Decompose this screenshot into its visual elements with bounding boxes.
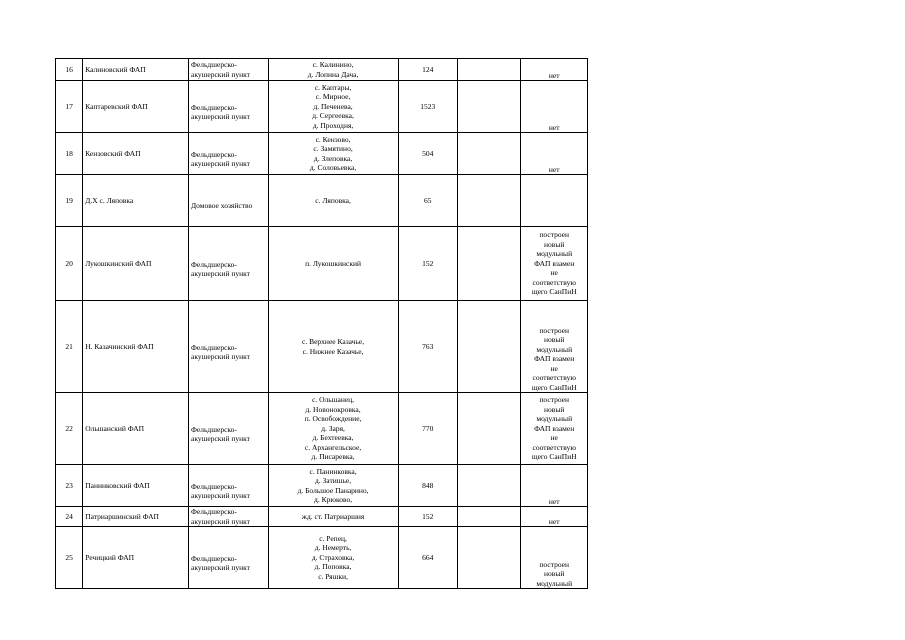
- note-line: нет: [548, 164, 560, 174]
- table-row: [56, 527, 588, 589]
- places-line: жд. ст. Патриаршия: [301, 511, 365, 521]
- note: [521, 465, 588, 507]
- table-row: [56, 81, 588, 133]
- type-line: Фельдшерско-: [190, 342, 237, 352]
- places-line: с. Ляповка,: [315, 195, 351, 205]
- empty-cell: [457, 301, 520, 393]
- facility-type: [188, 507, 268, 527]
- note-line: построен: [539, 395, 570, 405]
- facility-type-wrap: [191, 471, 266, 501]
- fap-table: [55, 58, 588, 589]
- note-line: модульный: [536, 578, 573, 588]
- settlements: [268, 81, 398, 133]
- note-line: построен: [539, 325, 570, 335]
- type-line: Фельдшерско-: [190, 553, 237, 563]
- places-line: д. Поповка,: [314, 562, 352, 572]
- facility-name: Каптаревский ФАП: [83, 81, 189, 133]
- places-line: с. Ольшанец,: [312, 395, 355, 405]
- note-line: ФАП взамен: [534, 423, 575, 433]
- facility-name: Ольшанский ФАП: [83, 393, 189, 465]
- places-line: д. Печенева,: [313, 101, 353, 111]
- places-line: п. Освобождение,: [304, 414, 362, 424]
- settlements: [268, 133, 398, 175]
- row-number: 21: [56, 301, 83, 393]
- empty-cell: [457, 59, 520, 81]
- facility-type: [188, 527, 268, 589]
- table-row: [56, 59, 588, 81]
- row-number: 25: [56, 527, 83, 589]
- note-line: соответствую: [532, 277, 576, 287]
- type-line: Домовое хозяйство: [190, 201, 253, 211]
- facility-type: [188, 133, 268, 175]
- facility-name: Кензовский ФАП: [83, 133, 189, 175]
- note-line: щего СанПиН: [531, 287, 577, 297]
- places-line: д. Лопина Дача,: [307, 69, 359, 79]
- note-line: щего СанПиН: [531, 452, 577, 462]
- note-line: соответствую: [532, 442, 576, 452]
- places-line: д. Соловьевка,: [309, 163, 357, 172]
- facility-type-wrap: [191, 249, 266, 279]
- places-line: с. Нижнее Казачье,: [302, 346, 364, 356]
- type-line: Фельдшерско-: [190, 149, 237, 159]
- places-line: с. Архангельское,: [304, 442, 362, 452]
- type-line: акушерский пункт: [190, 516, 250, 526]
- table-row: [56, 507, 588, 527]
- note: [521, 507, 588, 527]
- places-line: с. Панинковка,: [309, 466, 357, 476]
- table-row: [56, 465, 588, 507]
- row-number: 20: [56, 227, 83, 301]
- note-line: модульный: [536, 344, 573, 354]
- places-line: д. Крюково,: [314, 495, 353, 504]
- note: [521, 301, 588, 393]
- empty-cell: [457, 227, 520, 301]
- type-line: акушерский пункт: [190, 269, 250, 278]
- facility-type-wrap: [191, 507, 266, 526]
- population: 763: [398, 301, 457, 393]
- population: 848: [398, 465, 457, 507]
- type-line: акушерский пункт: [190, 69, 250, 79]
- note-line: нет: [548, 516, 560, 526]
- population: 504: [398, 133, 457, 175]
- places-line: д. Бехтеевка,: [312, 433, 354, 443]
- type-line: акушерский пункт: [190, 112, 250, 121]
- note-line: нет: [548, 496, 560, 506]
- note-line: новый: [544, 569, 565, 578]
- type-line: акушерский пункт: [190, 563, 250, 572]
- note-line: модульный: [536, 249, 573, 259]
- facility-type-wrap: [191, 190, 266, 211]
- places-line: д. Страховка,: [311, 552, 355, 562]
- settlements: [268, 175, 398, 227]
- type-line: акушерский пункт: [190, 159, 250, 168]
- note: [521, 175, 588, 227]
- settlements: [268, 465, 398, 507]
- empty-cell: [457, 393, 520, 465]
- note: [521, 81, 588, 133]
- settlements: [268, 527, 398, 589]
- type-line: Фельдшерско-: [190, 424, 237, 434]
- empty-cell: [457, 527, 520, 589]
- table-row: [56, 393, 588, 465]
- table-row: [56, 133, 588, 175]
- note-line: ФАП взамен: [534, 354, 575, 363]
- places-line: с. Замятино,: [313, 144, 353, 153]
- places-line: с. Мирное,: [315, 92, 351, 102]
- type-line: акушерский пункт: [190, 434, 250, 443]
- row-number: 22: [56, 393, 83, 465]
- places-line: д. Писаревка,: [311, 452, 355, 462]
- population: 770: [398, 393, 457, 465]
- type-line: акушерский пункт: [190, 491, 250, 500]
- note: [521, 227, 588, 301]
- row-number: 24: [56, 507, 83, 527]
- population: 152: [398, 227, 457, 301]
- note-line: модульный: [536, 414, 573, 424]
- population: 1523: [398, 81, 457, 133]
- note-line: соответствую: [532, 373, 576, 382]
- facility-name: Речицкий ФАП: [83, 527, 189, 589]
- places-line: с. Кензово,: [315, 134, 351, 144]
- type-line: Фельдшерско-: [190, 259, 237, 269]
- places-line: с. Каптары,: [314, 82, 352, 92]
- population: 124: [398, 59, 457, 81]
- table-row: [56, 301, 588, 393]
- note: [521, 59, 588, 81]
- note: [521, 133, 588, 175]
- facility-type: [188, 227, 268, 301]
- settlements: [268, 507, 398, 527]
- row-number: 17: [56, 81, 83, 133]
- empty-cell: [457, 507, 520, 527]
- places-line: д. Немерть,: [314, 543, 352, 553]
- type-line: Фельдшерско-: [190, 481, 237, 491]
- empty-cell: [457, 175, 520, 227]
- note-line: ФАП взамен: [534, 258, 575, 268]
- facility-type: [188, 465, 268, 507]
- facility-type: [188, 175, 268, 227]
- note-line: нет: [548, 122, 560, 132]
- note-line: построен: [539, 559, 570, 569]
- population: 664: [398, 527, 457, 589]
- facility-type-wrap: [191, 139, 266, 169]
- row-number: 19: [56, 175, 83, 227]
- table-viewport: [55, 58, 590, 588]
- facility-name: Калиновский ФАП: [83, 59, 189, 81]
- places-line: д. Заря,: [321, 423, 345, 433]
- facility-name: Лукошкинский ФАП: [83, 227, 189, 301]
- facility-type-wrap: [191, 414, 266, 444]
- type-line: акушерский пункт: [190, 352, 250, 361]
- note-line: новый: [544, 335, 565, 344]
- places-line: д. Новонокровка,: [305, 404, 361, 414]
- note-line: новый: [544, 404, 565, 414]
- note-line: построен: [539, 230, 570, 240]
- facility-type: [188, 59, 268, 81]
- table-row: [56, 175, 588, 227]
- population: 65: [398, 175, 457, 227]
- places-line: с. Калинино,: [312, 60, 354, 69]
- empty-cell: [457, 465, 520, 507]
- settlements: [268, 227, 398, 301]
- empty-cell: [457, 133, 520, 175]
- facility-type: [188, 393, 268, 465]
- facility-name: Патриаршинский ФАП: [83, 507, 189, 527]
- type-line: Фельдшерско-: [190, 507, 237, 516]
- facility-name: Панинковский ФАП: [83, 465, 189, 507]
- places-line: п. Лукошкинский: [305, 258, 361, 268]
- places-line: д. Проходня,: [312, 120, 354, 130]
- population: 152: [398, 507, 457, 527]
- facility-type-wrap: [191, 92, 266, 122]
- note-line: не: [550, 433, 558, 443]
- facility-type: [188, 81, 268, 133]
- places-line: с. Репец,: [319, 533, 347, 543]
- note: [521, 393, 588, 465]
- note: [521, 527, 588, 589]
- note-line: новый: [544, 239, 565, 249]
- row-number: 16: [56, 59, 83, 81]
- empty-cell: [457, 81, 520, 133]
- facility-type: [188, 301, 268, 393]
- places-line: с. Верхнее Казачье,: [302, 337, 365, 346]
- places-line: д. Злеповка,: [313, 153, 353, 163]
- places-line: с. Ряшки,: [318, 571, 348, 581]
- note-line: нет: [548, 70, 560, 80]
- facility-type-wrap: [191, 543, 266, 573]
- note-line: не: [550, 363, 558, 373]
- places-line: д. Затишье,: [314, 476, 352, 485]
- note-line: щего СанПиН: [531, 382, 577, 392]
- facility-name: Н. Казачинский ФАП: [83, 301, 189, 393]
- places-line: д. Сергеевка,: [312, 111, 354, 121]
- facility-name: Д.Х с. Ляповка: [83, 175, 189, 227]
- row-number: 23: [56, 465, 83, 507]
- note-line: не: [550, 268, 558, 278]
- facility-type-wrap: [191, 60, 266, 79]
- settlements: [268, 59, 398, 81]
- settlements: [268, 393, 398, 465]
- row-number: 18: [56, 133, 83, 175]
- table-row: [56, 227, 588, 301]
- type-line: Фельдшерско-: [190, 60, 237, 69]
- facility-type-wrap: [191, 332, 266, 362]
- settlements: [268, 301, 398, 393]
- places-line: д. Большое Панарино,: [297, 485, 369, 495]
- type-line: Фельдшерско-: [190, 102, 237, 112]
- fap-table-body: [56, 59, 588, 589]
